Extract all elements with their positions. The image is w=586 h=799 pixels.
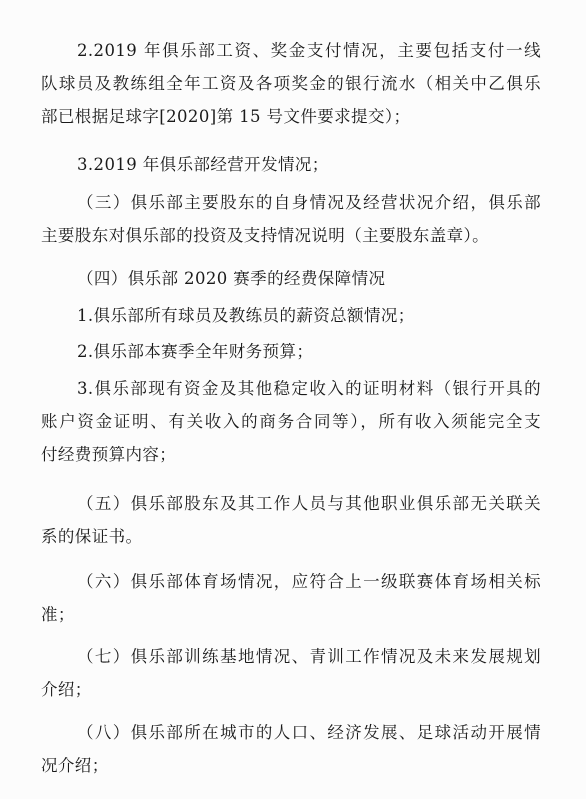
text-line: 3.2019 年俱乐部经营开发情况；: [77, 155, 329, 174]
text-line: 2.俱乐部本赛季全年财务预算；: [77, 342, 314, 361]
text-line: 3.俱乐部现有资金及其他稳定收入的证明材料（银行开具的: [77, 379, 541, 398]
text-line: 付经费预算内容；: [41, 445, 177, 464]
text-line: 系的保证书。: [41, 527, 143, 546]
paragraph-player-salary-total: [41, 299, 541, 332]
text-line: 部已根据足球字[2020]第 15 号文件要求提交）；: [41, 107, 411, 126]
text-line: （六）俱乐部体育场情况，应符合上一级联赛体育场相关标: [77, 572, 541, 591]
text-line: （四）俱乐部 2020 赛季的经费保障情况: [77, 269, 386, 288]
paragraph-section-8-city-profile: [41, 716, 541, 782]
paragraph-section-5-guarantee: [41, 487, 541, 553]
text-line: 账户资金证明、有关收入的商务合同等），所有收入须能完全支: [41, 412, 541, 431]
text-line: 况介绍；: [41, 756, 109, 775]
text-line: （七）俱乐部训练基地情况、青训工作情况及未来发展规划: [77, 647, 541, 666]
paragraph-section-3-shareholders: [41, 186, 541, 252]
paragraph-funding-proof: [41, 372, 541, 471]
paragraph-annual-budget: [41, 335, 541, 368]
paragraph-2019-business-development: [41, 148, 541, 181]
text-line: （五）俱乐部股东及其工作人员与其他职业俱乐部无关联关: [77, 494, 541, 513]
text-line: （八）俱乐部所在城市的人口、经济发展、足球活动开展情: [77, 723, 541, 742]
text-line: 队球员及教练组全年工资及各项奖金的银行流水（相关中乙俱乐: [41, 74, 541, 93]
text-line: 介绍；: [41, 680, 92, 699]
paragraph-section-7-training-base: [41, 640, 541, 706]
paragraph-section-4-heading: [41, 262, 541, 295]
text-line: 1.俱乐部所有球员及教练员的薪资总额情况；: [77, 306, 415, 325]
paragraph-section-6-stadium: [41, 565, 541, 631]
text-line: （三）俱乐部主要股东的自身情况及经营状况介绍，俱乐部: [77, 193, 541, 212]
text-line: 主要股东对俱乐部的投资及支持情况说明（主要股东盖章）。: [41, 226, 490, 245]
paragraph-2019-salary-payment: [41, 34, 541, 133]
text-line: 准；: [41, 605, 75, 624]
text-line: 2.2019 年俱乐部工资、奖金支付情况，主要包括支付一线: [77, 41, 541, 60]
